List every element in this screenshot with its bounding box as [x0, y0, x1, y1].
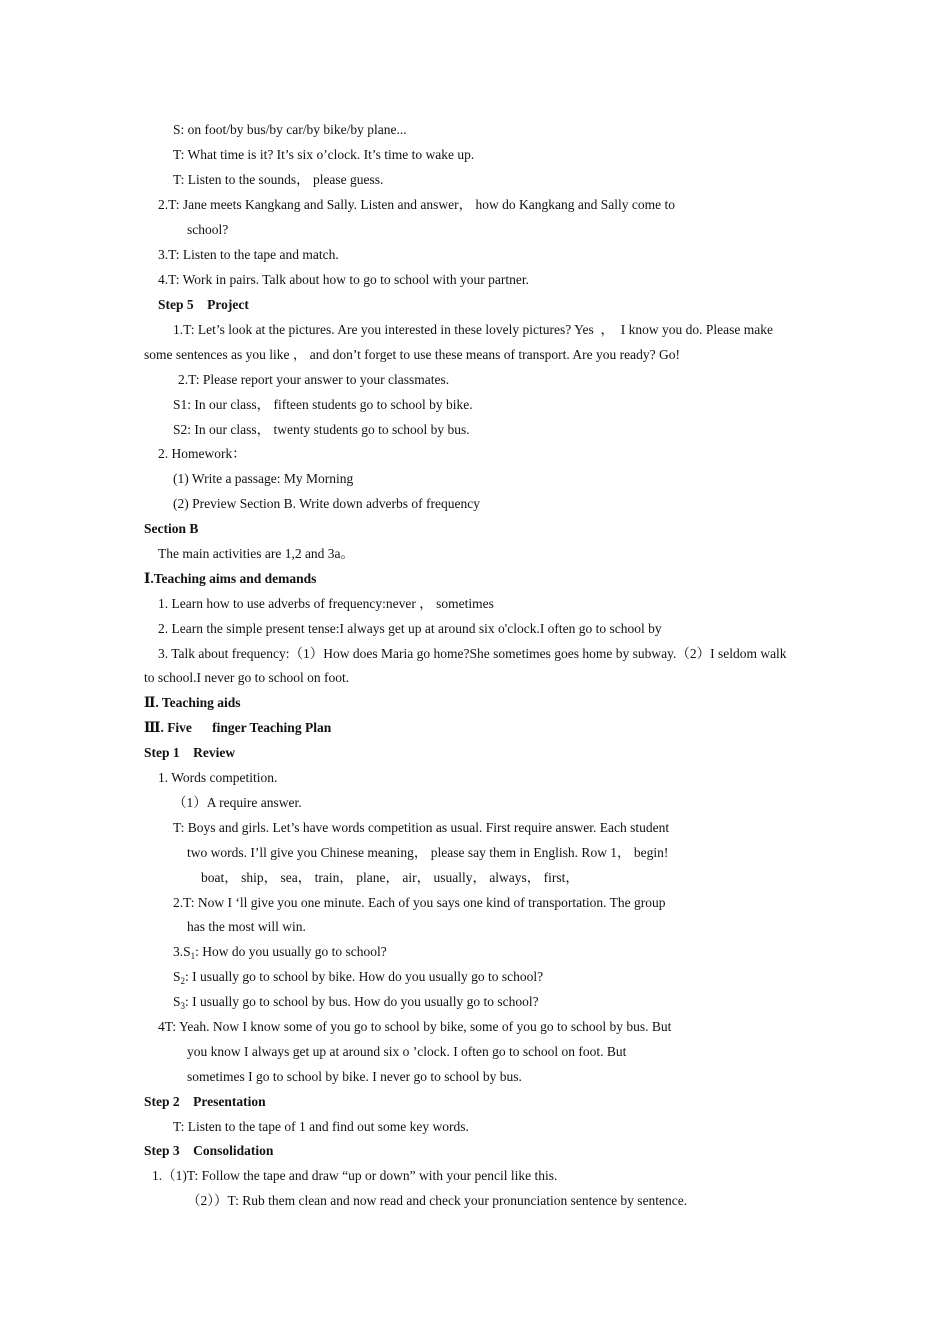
text-line: to school.I never go to school on foot. [144, 670, 350, 685]
subscript: 2 [180, 976, 186, 986]
text-line: 2. Learn the simple present tense:I always get up at around six o'clock.I often go to school by [158, 621, 662, 636]
subscript: 3 [180, 1001, 186, 1011]
text-line: T: Boys and girls. Let’s have words competition as usual. First require answer. Each student [173, 820, 670, 835]
section-heading: Section B [144, 521, 199, 536]
dialogue-text: : How do you usually go to school? [195, 944, 387, 959]
text-line: T: Listen to the sounds， please guess. [173, 172, 384, 187]
speaker-label: S [173, 969, 181, 984]
dialogue-line [173, 994, 539, 1010]
step-heading: Step 2 Presentation [144, 1094, 266, 1109]
dialogue-line [173, 944, 387, 960]
text-line: (1) Write a passage: My Morning [173, 471, 354, 486]
text-line: S: on foot/by bus/by car/by bike/by plane... [173, 122, 407, 137]
speaker-label: 3.S [173, 944, 191, 959]
text-line: 2. Homework： [158, 446, 246, 461]
section-heading: Ⅲ. Five finger Teaching Plan [144, 720, 332, 735]
section-heading: Ⅱ. Teaching aids [144, 695, 241, 710]
step-heading: Step 1 Review [144, 745, 236, 760]
text-line: The main activities are 1,2 and 3a。 [158, 546, 355, 561]
text-line: 1. Learn how to use adverbs of frequency:never ， sometimes [158, 596, 494, 611]
text-line: 1. Words competition. [158, 770, 278, 785]
text-line: 3.T: Listen to the tape and match. [158, 247, 339, 262]
text-line: boat， ship， sea， train， plane， air， usually， always， first， [201, 870, 579, 885]
text-line: two words. I’ll give you Chinese meaning， please say them in English. Row 1， begin! [187, 845, 669, 860]
text-line: T: Listen to the tape of 1 and find out some key words. [173, 1119, 469, 1134]
dialogue-text: : I usually go to school by bus. How do you usually go to school? [185, 994, 539, 1009]
text-line: 4.T: Work in pairs. Talk about how to go to school with your partner. [158, 272, 529, 287]
text-line: 2.T: Jane meets Kangkang and Sally. Listen and answer， how do Kangkang and Sally come to [158, 197, 675, 212]
step-heading: Step 5 Project [158, 297, 249, 312]
speaker-label: S [173, 994, 181, 1009]
text-line: 1.T: Let’s look at the pictures. Are you interested in these lovely pictures? Yes ， I know you do. Please make [173, 322, 773, 337]
text-line: （1）A require answer. [173, 795, 302, 810]
text-line: 3. Talk about frequency:（1）How does Maria go home?She sometimes goes home by subway.（2）I seldom walk [158, 646, 787, 661]
text-line: T: What time is it? It’s six o’clock. It’s time to wake up. [173, 147, 475, 162]
text-line: 4T: Yeah. Now I know some of you go to school by bike, some of you go to school by bus. But [158, 1019, 672, 1034]
step-heading: Step 3 Consolidation [144, 1143, 274, 1158]
text-line: 1.（1)T: Follow the tape and draw “up or down” with your pencil like this. [152, 1168, 558, 1183]
text-line: sometimes I go to school by bike. I never go to school by bus. [187, 1069, 522, 1084]
dialogue-line [173, 969, 543, 985]
section-heading: Ⅰ.Teaching aims and demands [144, 571, 317, 586]
text-line: you know I always get up at around six o ’clock. I often go to school on foot. But [187, 1044, 627, 1059]
text-line: school? [187, 222, 229, 237]
text-line: 2.T: Now I ‘ll give you one minute. Each of you says one kind of transportation. The group [173, 895, 666, 910]
text-line: has the most will win. [187, 919, 306, 934]
subscript: 1 [190, 951, 196, 961]
text-line: S2: In our class， twenty students go to school by bus. [173, 422, 470, 437]
dialogue-text: : I usually go to school by bike. How do you usually go to school? [185, 969, 544, 984]
text-line: （2））T: Rub them clean and now read and check your pronunciation sentence by sentence. [187, 1193, 688, 1208]
text-line: (2) Preview Section B. Write down adverbs of frequency [173, 496, 480, 511]
text-line: 2.T: Please report your answer to your classmates. [178, 372, 450, 387]
text-line: some sentences as you like ， and don’t forget to use these means of transport. Are you ready? Go! [144, 347, 680, 362]
text-line: S1: In our class， fifteen students go to school by bike. [173, 397, 473, 412]
